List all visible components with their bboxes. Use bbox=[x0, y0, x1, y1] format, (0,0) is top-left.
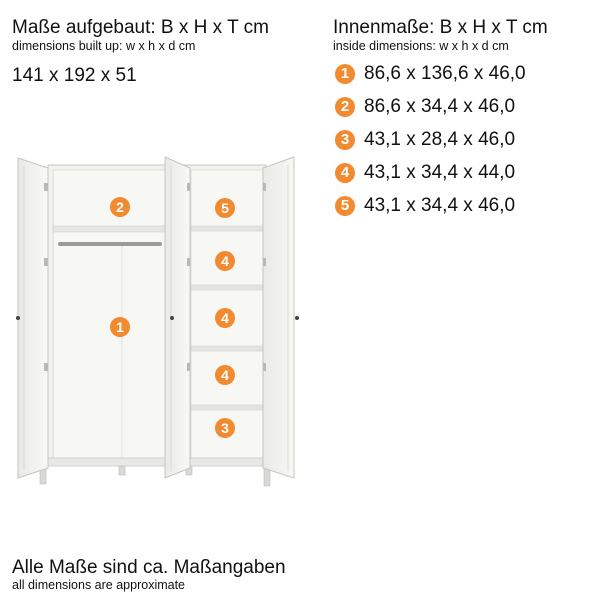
left-top-shelf bbox=[53, 226, 165, 232]
compartment-badge-5 bbox=[215, 198, 235, 218]
compartment-badge-4c bbox=[215, 365, 235, 385]
inside-dimensions-subtitle: inside dimensions: w x h x d cm bbox=[333, 39, 509, 53]
left-door bbox=[18, 158, 48, 478]
number-badge: 2 bbox=[335, 97, 355, 117]
approximate-note-title: Alle Maße sind ca. Maßangaben bbox=[12, 557, 286, 578]
number-badge: 4 bbox=[335, 163, 355, 183]
compartment-5-label: 5 bbox=[221, 200, 229, 216]
compartment-badge-4b bbox=[215, 308, 235, 328]
built-dimensions-value: 141 x 192 x 51 bbox=[12, 65, 137, 86]
right-door bbox=[263, 157, 294, 478]
compartment-4-label: 4 bbox=[221, 253, 229, 269]
built-dimensions-subtitle: dimensions built up: w x h x d cm bbox=[12, 39, 196, 53]
compartment-3-label: 3 bbox=[221, 420, 229, 436]
number-badge: 5 bbox=[335, 196, 355, 216]
left-section-back bbox=[53, 170, 165, 460]
inside-dimension-value: 43,1 x 34,4 x 44,0 bbox=[364, 162, 516, 183]
compartment-1-label: 1 bbox=[116, 319, 124, 335]
inside-dimension-value: 43,1 x 28,4 x 46,0 bbox=[364, 129, 516, 150]
number-badge: 1 bbox=[335, 64, 355, 84]
door-knob bbox=[16, 316, 20, 320]
inside-dimension-value: 43,1 x 34,4 x 46,0 bbox=[364, 195, 516, 216]
inside-dimensions-title: Innenmaße: B x H x T cm bbox=[333, 17, 548, 38]
compartment-2-label: 2 bbox=[116, 199, 124, 215]
inside-dimension-value: 86,6 x 136,6 x 46,0 bbox=[364, 63, 526, 84]
leg bbox=[119, 466, 125, 475]
clothes-rail bbox=[58, 242, 162, 246]
shelf bbox=[191, 346, 263, 351]
compartment-badge-1 bbox=[110, 317, 130, 337]
number-badge: 3 bbox=[335, 130, 355, 150]
compartment-badge-2 bbox=[110, 197, 130, 217]
compartment-badge-4a bbox=[215, 251, 235, 271]
approximate-note-subtitle: all dimensions are approximate bbox=[12, 578, 186, 592]
compartment-4-label: 4 bbox=[221, 310, 229, 326]
shelf bbox=[191, 405, 263, 410]
compartment-4-label: 4 bbox=[221, 367, 229, 383]
shelf bbox=[191, 285, 263, 290]
compartment-badge-3 bbox=[215, 418, 235, 438]
door-knob bbox=[170, 316, 174, 320]
door-knob bbox=[295, 316, 299, 320]
middle-door bbox=[165, 157, 190, 478]
shelf bbox=[191, 226, 263, 231]
built-dimensions-title: Maße aufgebaut: B x H x T cm bbox=[12, 17, 269, 38]
inside-dimension-value: 86,6 x 34,4 x 46,0 bbox=[364, 96, 516, 117]
